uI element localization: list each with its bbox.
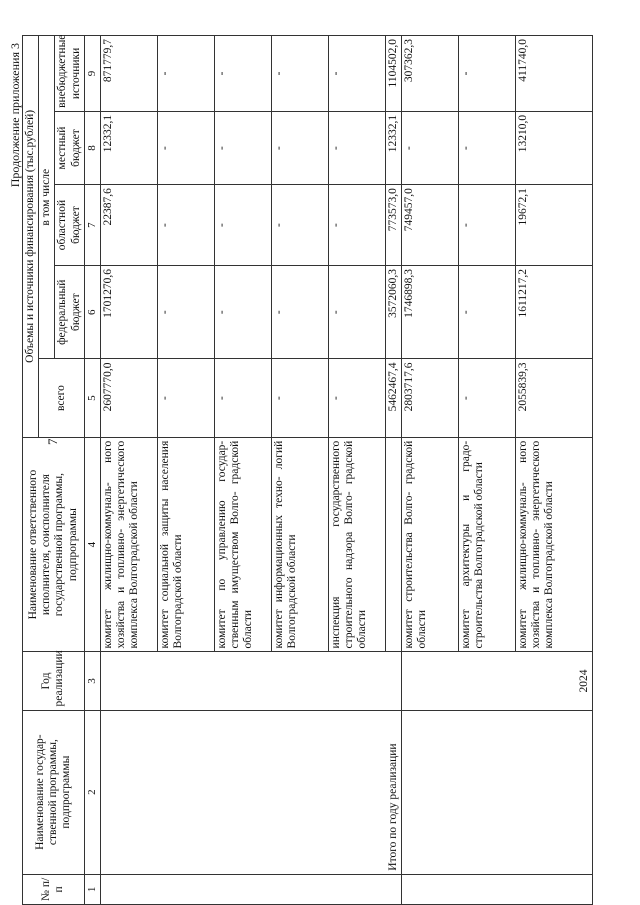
header-local: местный бюджет [55,111,84,184]
column-index: 5 [84,359,100,437]
cell-executor: комитет социальной защиты населения Волгоградской области [157,437,214,652]
column-index: 6 [84,265,100,358]
cell-local: - [157,111,214,184]
column-index: 8 [84,111,100,184]
cell-extra: - [458,36,515,112]
cell-year [100,652,401,710]
cell-federal: 1611217,2 [515,265,592,358]
header-including: в том числе [39,36,55,359]
cell-total: - [271,359,328,437]
cell-federal: - [157,265,214,358]
header-no: № п/п [23,874,85,904]
cell-regional: - [214,185,271,266]
cell-extra: 411740,0 [515,36,592,112]
cell-local: 13210,0 [515,111,592,184]
cell-local: 12332,1 [100,111,157,184]
cell-local-sum: 12332,1 [385,111,401,184]
column-index: 9 [84,36,100,112]
cell-extra: - [328,36,385,112]
landscape-content [0,35,600,905]
cell-executor: комитет информационных техно- логий Волгоградской области [271,437,328,652]
cell-total: - [458,359,515,437]
cell-program-name [401,710,592,874]
cell-extra: - [157,36,214,112]
cell-no [401,874,592,904]
cell-federal: - [328,265,385,358]
cell-regional: - [157,185,214,266]
cell-regional: 749457,0 [401,185,458,266]
cell-federal: - [214,265,271,358]
page-number: 7 [45,438,60,445]
header-federal: федеральный бюджет [55,265,84,358]
cell-executor: комитет архитектуры и градо- строительства Волгоградской области [458,437,515,652]
cell-federal: - [458,265,515,358]
cell-total: - [328,359,385,437]
cell-federal: - [271,265,328,358]
cell-federal: 1701270,6 [100,265,157,358]
column-index-row [84,36,100,905]
header-year: Год реализации [23,652,85,710]
cell-total: 2803717,6 [401,359,458,437]
cell-total: 2055839,3 [515,359,592,437]
cell-federal: 1746898,3 [401,265,458,358]
cell-regional: - [271,185,328,266]
cell-regional: - [328,185,385,266]
header-total: всего [39,359,85,437]
cell-extra-sum: 1104502,0 [385,36,401,112]
cell-regional: - [458,185,515,266]
cell-extra: 307362,3 [401,36,458,112]
cell-no [100,874,401,904]
cell-total-sum: 5462467,4 [385,359,401,437]
cell-extra: 871779,7 [100,36,157,112]
cell-extra: - [214,36,271,112]
cell-executor: комитет строительства Волго- градской области [401,437,458,652]
cell-federal-sum: 3572060,3 [385,265,401,358]
cell-regional: 19672,1 [515,185,592,266]
header-funding-group: Объемы и источники финансирования (тыс.рублей) [23,36,39,438]
header-program-name: Наименование государ- ственной программы, подпрограммы [23,710,85,874]
cell-local: - [214,111,271,184]
column-index: 1 [84,874,100,904]
cell-executor: комитет жилищно-коммуналь- ного хозяйства и топливно- энергетического комплекса Волгоградской области [515,437,592,652]
column-index: 4 [84,437,100,652]
cell-local: - [401,111,458,184]
cell-local: - [458,111,515,184]
cell-regional-sum: 773573,0 [385,185,401,266]
column-index: 3 [84,652,100,710]
cell-year-2024: 2024 [401,652,592,710]
funding-table [22,35,593,905]
cell-regional: 22387,6 [100,185,157,266]
cell-executor: инспекция государственного строительного надзора Волго- градской области [328,437,385,652]
table-row [100,36,157,905]
column-index: 7 [84,185,100,266]
cell-local: - [271,111,328,184]
cell-extra: - [271,36,328,112]
cell-executor-empty [385,437,401,652]
cell-local: - [328,111,385,184]
header-regional: областной бюджет [55,185,84,266]
cell-executor: комитет по управлению государ- ственным имуществом Волго- градской области [214,437,271,652]
continuation-note: Продолжение приложения 3 [8,43,22,188]
cell-program-total-label: Итого по году реализации [100,710,401,874]
table-row [401,36,458,905]
cell-total: 2607770,0 [100,359,157,437]
header-executor: Наименование ответственного исполнителя, соисполнителя государственной программы, подпрограммы [23,437,85,652]
cell-total: - [214,359,271,437]
cell-executor: комитет жилищно-коммуналь- ного хозяйства и топливно- энергетического комплекса Волгоградской области [100,437,157,652]
cell-total: - [157,359,214,437]
header-extra: внебюджетные источники [55,36,84,112]
column-index: 2 [84,710,100,874]
